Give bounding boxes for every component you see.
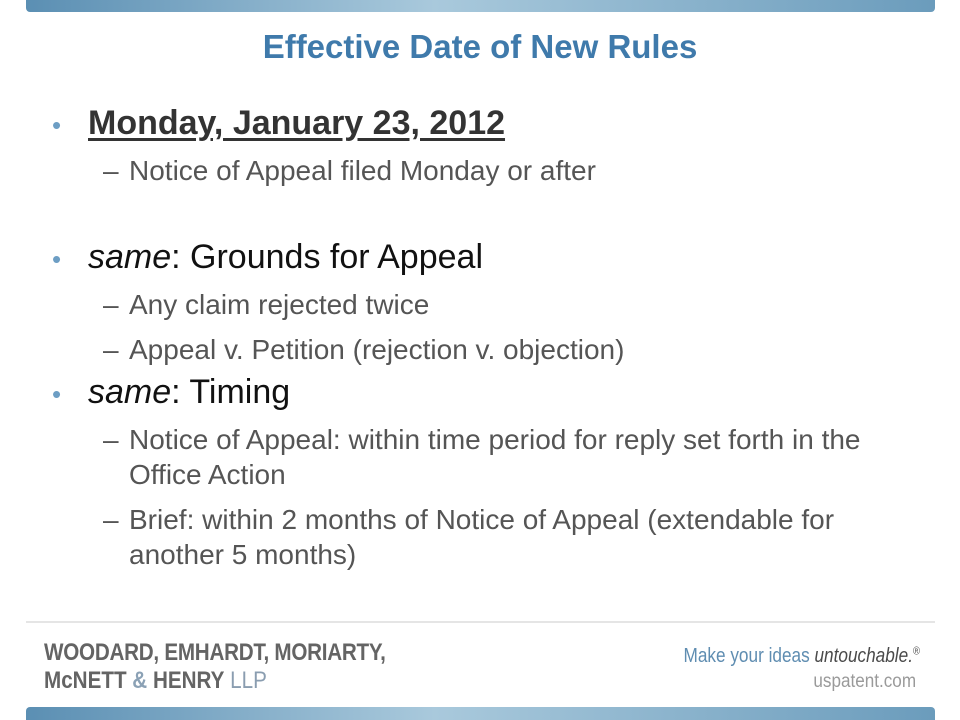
firm-name-henry: HENRY	[152, 667, 225, 694]
firm-name-line-1: WOODARD, EMHARDT, MORIARTY,	[44, 639, 386, 666]
bottom-accent-bar	[26, 707, 935, 720]
sub-bullet-text: Notice of Appeal filed Monday or after	[129, 155, 596, 186]
slide-title: Effective Date of New Rules	[262, 28, 698, 65]
bullet-text	[88, 238, 483, 277]
firm-name-ampersand: &	[132, 667, 148, 694]
bullet-lead-word: same	[88, 373, 172, 411]
sub-bullet-text: Notice of Appeal: within time period for reply set forth in the Office Action	[129, 424, 861, 490]
tagline-emphasis: untouchable.	[814, 645, 914, 667]
bullet-rest: : Grounds for Appeal	[171, 238, 484, 276]
bullet-lead-word: same	[88, 238, 172, 276]
bullet-icon: •	[52, 110, 62, 140]
bullet-icon: •	[52, 379, 62, 409]
footer-divider	[26, 621, 935, 623]
dash-icon: –	[103, 289, 119, 320]
dash-icon: –	[103, 504, 119, 535]
top-accent-bar	[26, 0, 935, 12]
bullet-item-grounds	[52, 238, 483, 277]
sub-bullet-text: Brief: within 2 months of Notice of Appeal (extendable for another 5 months)	[129, 504, 835, 570]
firm-name-line-2	[44, 667, 267, 695]
tagline	[684, 645, 920, 668]
firm-name-mcnett: McNETT	[44, 667, 127, 694]
bullet-icon: •	[52, 244, 62, 274]
bullet-item-effective-date	[52, 104, 505, 143]
sub-bullet-item	[103, 332, 909, 367]
sub-bullet-item	[103, 422, 909, 492]
sub-bullet-item	[103, 502, 909, 572]
sub-bullet-text: Any claim rejected twice	[129, 289, 430, 320]
registered-mark: ®	[913, 645, 920, 658]
bullet-text: Monday, January 23, 2012	[88, 104, 506, 142]
website-url: uspatent.com	[813, 671, 916, 692]
dash-icon: –	[103, 424, 119, 455]
dash-icon: –	[103, 155, 119, 186]
bullet-text	[88, 373, 290, 412]
bullet-item-timing	[52, 373, 290, 412]
bullet-rest: : Timing	[171, 373, 291, 411]
sub-bullet-text: Appeal v. Petition (rejection v. objection)	[129, 334, 625, 365]
dash-icon: –	[103, 334, 119, 365]
sub-bullet-item	[103, 287, 909, 322]
sub-bullet-item	[103, 153, 909, 188]
firm-name-llp: LLP	[230, 667, 267, 694]
tagline-start: Make your ideas	[683, 645, 815, 667]
